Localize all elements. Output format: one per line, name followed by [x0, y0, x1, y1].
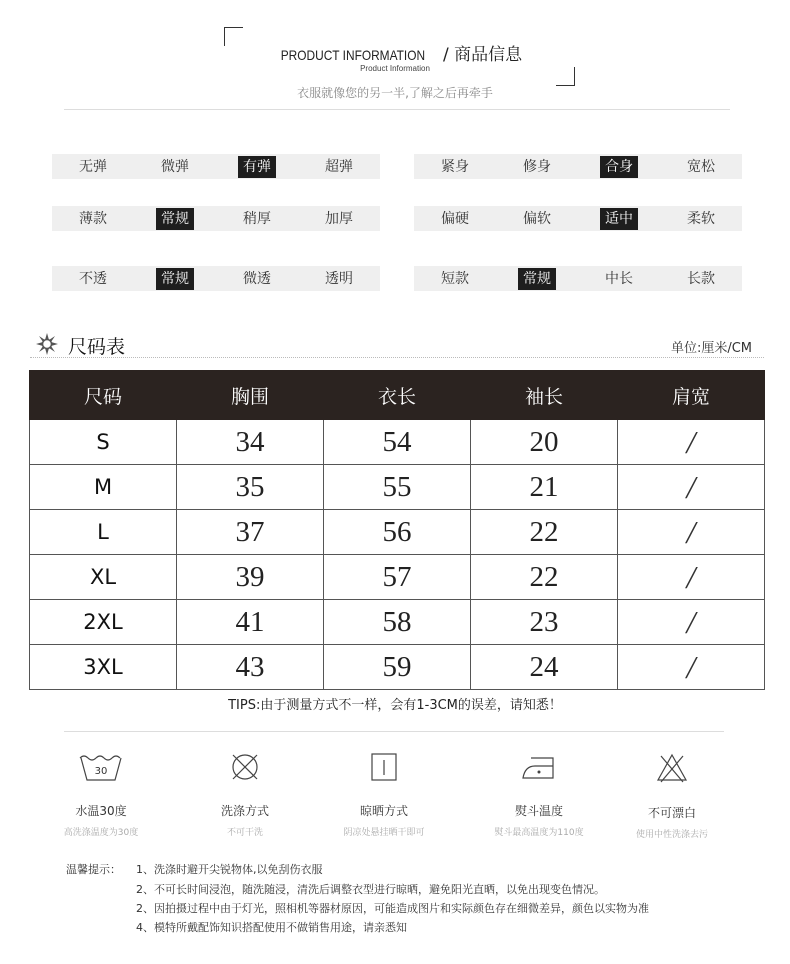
shoulder-cell: /	[618, 510, 765, 555]
care-item-bleach	[612, 752, 732, 840]
sleeve-cell: 22	[471, 555, 618, 600]
size-chart-title: 尺码表	[68, 336, 126, 358]
table-row	[30, 465, 765, 510]
attr-row-elasticity	[52, 154, 380, 179]
attr-option: 柔软	[687, 210, 715, 227]
chest-cell: 35	[177, 465, 324, 510]
notes-label: 温馨提示：	[66, 863, 121, 876]
note-item: 2、不可长时间浸泡，随洗随浸，清洗后调整衣型进行晾晒，避免阳光直晒，以免出现变色情况。	[136, 883, 605, 896]
table-row	[30, 555, 765, 600]
drip-dry-icon	[324, 752, 444, 782]
attr-row-softness	[414, 206, 742, 231]
shoulder-cell: /	[618, 555, 765, 600]
note-item: 2、因拍摄过程中由于灯光，照相机等器材原因，可能造成图片和实际颜色存在细微差异，颜色以实物为准	[136, 902, 649, 915]
size-chart-heading	[36, 332, 125, 359]
attr-option: 偏硬	[441, 210, 469, 227]
attr-row-fit	[414, 154, 742, 179]
size-cell: XL	[30, 555, 177, 600]
attr-option: 短款	[441, 270, 469, 287]
header-cell: 袖长	[471, 371, 618, 420]
care-desc: 熨斗最高温度为110度	[494, 828, 584, 838]
length-cell: 54	[324, 420, 471, 465]
attr-option: 超弹	[325, 158, 353, 175]
care-desc: 不可干洗	[226, 828, 263, 838]
header-title-en: PRODUCT INFORMATION	[280, 47, 425, 63]
care-name: 熨斗温度	[514, 804, 563, 818]
size-cell: 2XL	[30, 600, 177, 645]
header-divider	[64, 109, 730, 110]
sun-icon	[36, 333, 58, 359]
chest-cell: 34	[177, 420, 324, 465]
attr-option: 宽松	[687, 158, 715, 175]
size-cell: S	[30, 420, 177, 465]
sleeve-cell: 20	[471, 420, 618, 465]
length-cell: 59	[324, 645, 471, 690]
attr-option: 修身	[523, 158, 551, 175]
care-item-ironing	[479, 752, 599, 838]
attr-option: 微透	[243, 270, 271, 287]
chest-cell: 41	[177, 600, 324, 645]
iron-icon	[479, 752, 599, 782]
header-title-cn: / 商品信息	[443, 45, 523, 65]
size-chart-unit: 单位:厘米/CM	[670, 341, 752, 356]
size-cell: M	[30, 465, 177, 510]
care-name: 水温30度	[75, 804, 127, 818]
table-row	[30, 510, 765, 555]
size-chart-divider	[30, 357, 764, 358]
length-cell: 57	[324, 555, 471, 600]
attr-option: 偏软	[523, 210, 551, 227]
attr-option-selected: 合身	[600, 156, 638, 178]
attr-option: 透明	[325, 270, 353, 287]
care-desc: 使用中性洗涤去污	[635, 830, 708, 840]
sleeve-cell: 22	[471, 510, 618, 555]
size-table-header	[30, 371, 765, 420]
header-subtitle: Product Information	[360, 64, 430, 73]
wash-30-icon	[41, 752, 161, 782]
attr-option: 稍厚	[243, 210, 271, 227]
header-cell: 肩宽	[618, 371, 765, 420]
attr-option-selected: 有弹	[238, 156, 276, 178]
care-name: 不可漂白	[647, 806, 696, 820]
note-item: 4、模特所戴配饰知识搭配使用不做销售用途，请亲悉知	[136, 921, 407, 934]
attr-option: 微弹	[161, 158, 189, 175]
tips-text: TIPS:由于测量方式不一样，会有1-3CM的误差，请知悉！	[228, 698, 562, 713]
table-row	[30, 420, 765, 465]
no-tumble-dry-icon	[185, 752, 305, 782]
care-item-drying	[324, 752, 444, 838]
size-table	[29, 370, 765, 690]
care-item-wash	[41, 752, 161, 838]
header-slogan: 衣服就像您的另一半,了解之后再牵手	[297, 86, 493, 100]
care-name: 洗涤方式	[220, 804, 269, 818]
attr-option-selected: 适中	[600, 208, 638, 230]
size-cell: 3XL	[30, 645, 177, 690]
shoulder-cell: /	[618, 645, 765, 690]
tips-divider	[64, 731, 724, 732]
care-name: 晾晒方式	[359, 804, 408, 818]
attr-row-length	[414, 266, 742, 291]
attr-option: 长款	[687, 270, 715, 287]
attr-option: 中长	[605, 270, 633, 287]
care-item-method	[185, 752, 305, 838]
note-item: 1、洗涤时避开尖锐物体,以免刮伤衣服	[136, 863, 323, 876]
header-cell: 尺码	[30, 371, 177, 420]
attr-option: 紧身	[441, 158, 469, 175]
attr-option-selected: 常规	[156, 268, 194, 290]
header-title	[0, 40, 790, 65]
attr-row-thickness	[52, 206, 380, 231]
shoulder-cell: /	[618, 420, 765, 465]
attr-option: 不透	[79, 270, 107, 287]
attr-option-selected: 常规	[518, 268, 556, 290]
sleeve-cell: 24	[471, 645, 618, 690]
no-bleach-icon	[612, 752, 732, 784]
size-cell: L	[30, 510, 177, 555]
attr-row-transparency	[52, 266, 380, 291]
length-cell: 58	[324, 600, 471, 645]
table-row	[30, 645, 765, 690]
wash-temp-label: 30	[94, 766, 108, 777]
length-cell: 56	[324, 510, 471, 555]
header-cell: 胸围	[177, 371, 324, 420]
chest-cell: 37	[177, 510, 324, 555]
attr-option: 加厚	[325, 210, 353, 227]
table-row	[30, 600, 765, 645]
shoulder-cell: /	[618, 465, 765, 510]
attr-option: 薄款	[79, 210, 107, 227]
shoulder-cell: /	[618, 600, 765, 645]
length-cell: 55	[324, 465, 471, 510]
chest-cell: 43	[177, 645, 324, 690]
sleeve-cell: 21	[471, 465, 618, 510]
attr-option-selected: 常规	[156, 208, 194, 230]
header-cell: 衣长	[324, 371, 471, 420]
attr-option: 无弹	[79, 158, 107, 175]
care-desc: 阴凉处悬挂晒干即可	[343, 828, 425, 838]
chest-cell: 39	[177, 555, 324, 600]
care-desc: 高洗涤温度为30度	[63, 828, 139, 838]
sleeve-cell: 23	[471, 600, 618, 645]
